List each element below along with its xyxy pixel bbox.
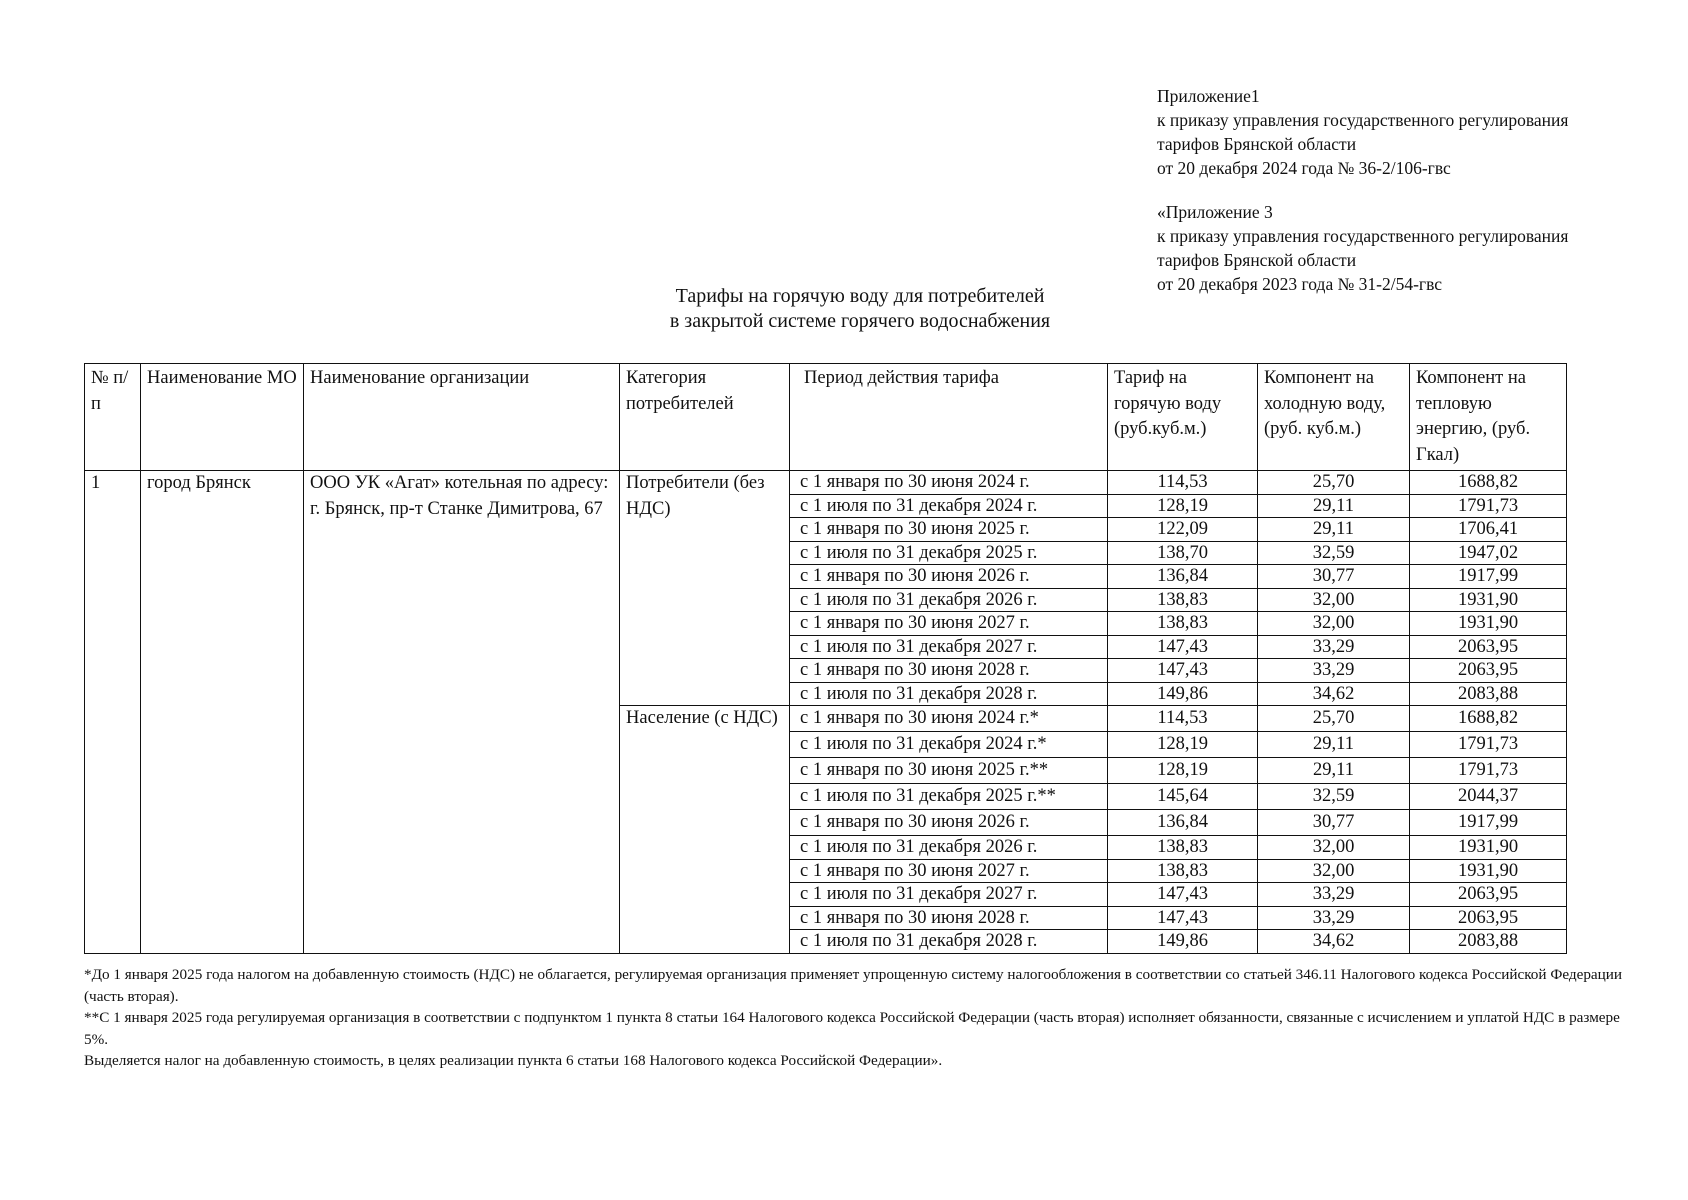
table-header-row — [85, 364, 1567, 471]
heat-energy-component: 1791,73 — [1410, 494, 1567, 518]
cold-water-component: 34,62 — [1258, 930, 1410, 954]
tariff-period: с 1 июля по 31 декабря 2025 г.** — [790, 784, 1108, 810]
tariff-period: с 1 июля по 31 декабря 2027 г. — [790, 635, 1108, 659]
col-header-period: Период действия тарифа — [790, 364, 1108, 471]
appendix-3-line: тарифов Брянской области — [1157, 250, 1357, 270]
hot-water-tariff: 114,53 — [1108, 471, 1258, 495]
heat-energy-component: 1931,90 — [1410, 836, 1567, 860]
tariff-period: с 1 июля по 31 декабря 2028 г. — [790, 682, 1108, 706]
appendix-3-line: от 20 декабря 2023 года № 31-2/54-гвс — [1157, 274, 1443, 294]
cold-water-component: 33,29 — [1258, 659, 1410, 683]
heat-energy-component: 1931,90 — [1410, 612, 1567, 636]
cold-water-component: 34,62 — [1258, 682, 1410, 706]
cold-water-component: 29,11 — [1258, 494, 1410, 518]
tariff-period: с 1 июля по 31 декабря 2025 г. — [790, 541, 1108, 565]
hot-water-tariff: 138,83 — [1108, 588, 1258, 612]
hot-water-tariff: 145,64 — [1108, 784, 1258, 810]
heat-energy-component: 1931,90 — [1410, 588, 1567, 612]
cold-water-component: 32,59 — [1258, 541, 1410, 565]
appendix-header — [1157, 84, 1568, 296]
heat-energy-component: 1706,41 — [1410, 518, 1567, 542]
tariff-period: с 1 июля по 31 декабря 2024 г. — [790, 494, 1108, 518]
heat-energy-component: 1688,82 — [1410, 706, 1567, 732]
cold-water-component: 32,00 — [1258, 859, 1410, 883]
heat-energy-component: 1917,99 — [1410, 810, 1567, 836]
footnotes — [84, 964, 1644, 1072]
hot-water-tariff: 138,83 — [1108, 612, 1258, 636]
tariff-period: с 1 июля по 31 декабря 2024 г.* — [790, 732, 1108, 758]
heat-energy-component: 2044,37 — [1410, 784, 1567, 810]
appendix-1-line: к приказу управления государственного регулирования — [1157, 110, 1569, 130]
hot-water-tariff: 147,43 — [1108, 883, 1258, 907]
hot-water-tariff: 114,53 — [1108, 706, 1258, 732]
heat-energy-component: 2063,95 — [1410, 659, 1567, 683]
cold-water-component: 33,29 — [1258, 906, 1410, 930]
organization-name: ООО УК «Агат» котельная по адресу: г. Брянск, пр-т Станке Димитрова, 67 — [304, 471, 620, 954]
document-title-line: Тарифы на горячую воду для потребителей — [675, 285, 1045, 307]
tariff-period: с 1 января по 30 июня 2024 г. — [790, 471, 1108, 495]
cold-water-component: 33,29 — [1258, 883, 1410, 907]
cold-water-component: 32,00 — [1258, 588, 1410, 612]
appendix-1-block — [1157, 84, 1568, 180]
col-header-mo: Наименование МО — [141, 364, 304, 471]
col-header-cold: Компонент на холодную воду, (руб. куб.м.) — [1258, 364, 1410, 471]
hot-water-tariff: 138,70 — [1108, 541, 1258, 565]
heat-energy-component: 1791,73 — [1410, 732, 1567, 758]
hot-water-tariff: 128,19 — [1108, 732, 1258, 758]
table-row — [85, 471, 1567, 495]
footnote: **С 1 января 2025 года регулируемая организация в соответствии с подпунктом 1 пункта 8 статьи 164 Налогового кодекса Российской Федерации (часть вторая) исполняет обязанности, связанные с исчислением и уплатой НДС в размере 5%. — [84, 1009, 1620, 1048]
consumer-category: Население (с НДС) — [620, 706, 790, 954]
hot-water-tariff: 147,43 — [1108, 906, 1258, 930]
heat-energy-component: 2063,95 — [1410, 635, 1567, 659]
municipality-name: город Брянск — [141, 471, 304, 954]
hot-water-tariff: 136,84 — [1108, 810, 1258, 836]
tariff-period: с 1 июля по 31 декабря 2026 г. — [790, 836, 1108, 860]
appendix-1-line: от 20 декабря 2024 года № 36-2/106-гвс — [1157, 158, 1451, 178]
cold-water-component: 29,11 — [1258, 518, 1410, 542]
heat-energy-component: 2083,88 — [1410, 930, 1567, 954]
consumer-category: Потребители (без НДС) — [620, 471, 790, 706]
tariff-period: с 1 января по 30 июня 2028 г. — [790, 659, 1108, 683]
hot-water-tariff: 149,86 — [1108, 682, 1258, 706]
heat-energy-component: 1688,82 — [1410, 471, 1567, 495]
hot-water-tariff: 149,86 — [1108, 930, 1258, 954]
hot-water-tariff: 122,09 — [1108, 518, 1258, 542]
hot-water-tariff: 136,84 — [1108, 565, 1258, 589]
cold-water-component: 25,70 — [1258, 471, 1410, 495]
cold-water-component: 30,77 — [1258, 565, 1410, 589]
row-number: 1 — [85, 471, 141, 954]
footnote: *До 1 января 2025 года налогом на добавленную стоимость (НДС) не облагается, регулируемая организация применяет упрощенную систему налогообложения в соответствии со статьей 346.11 Налогового кодекса Российской Федерации (часть вторая). — [84, 966, 1623, 1005]
appendix-3-block — [1157, 200, 1568, 296]
tariff-table — [84, 363, 1567, 954]
appendix-3-line: к приказу управления государственного регулирования — [1157, 226, 1569, 246]
cold-water-component: 29,11 — [1258, 732, 1410, 758]
hot-water-tariff: 138,83 — [1108, 836, 1258, 860]
cold-water-component: 30,77 — [1258, 810, 1410, 836]
heat-energy-component: 1931,90 — [1410, 859, 1567, 883]
cold-water-component: 32,59 — [1258, 784, 1410, 810]
cold-water-component: 33,29 — [1258, 635, 1410, 659]
hot-water-tariff: 138,83 — [1108, 859, 1258, 883]
hot-water-tariff: 147,43 — [1108, 659, 1258, 683]
col-header-heat: Компонент на тепловую энергию, (руб. Гкал) — [1410, 364, 1567, 471]
tariff-period: с 1 июля по 31 декабря 2028 г. — [790, 930, 1108, 954]
tariff-period: с 1 января по 30 июня 2026 г. — [790, 810, 1108, 836]
tariff-period: с 1 января по 30 июня 2024 г.* — [790, 706, 1108, 732]
tariff-period: с 1 июля по 31 декабря 2026 г. — [790, 588, 1108, 612]
tariff-period: с 1 января по 30 июня 2027 г. — [790, 859, 1108, 883]
cold-water-component: 29,11 — [1258, 758, 1410, 784]
col-header-tariff: Тариф на горячую воду (руб.куб.м.) — [1108, 364, 1258, 471]
heat-energy-component: 2083,88 — [1410, 682, 1567, 706]
footnote: Выделяется налог на добавленную стоимость, в целях реализации пункта 6 статьи 168 Налогового кодекса Российской Федерации». — [84, 1052, 943, 1069]
tariff-period: с 1 января по 30 июня 2025 г. — [790, 518, 1108, 542]
tariff-period: с 1 июля по 31 декабря 2027 г. — [790, 883, 1108, 907]
cold-water-component: 32,00 — [1258, 612, 1410, 636]
heat-energy-component: 2063,95 — [1410, 883, 1567, 907]
heat-energy-component: 2063,95 — [1410, 906, 1567, 930]
appendix-3-title: «Приложение 3 — [1157, 202, 1273, 222]
heat-energy-component: 1947,02 — [1410, 541, 1567, 565]
cold-water-component: 32,00 — [1258, 836, 1410, 860]
tariff-period: с 1 января по 30 июня 2026 г. — [790, 565, 1108, 589]
col-header-num: № п/п — [85, 364, 141, 471]
appendix-1-line: тарифов Брянской области — [1157, 134, 1357, 154]
hot-water-tariff: 128,19 — [1108, 494, 1258, 518]
hot-water-tariff: 147,43 — [1108, 635, 1258, 659]
document-title — [560, 284, 1160, 334]
heat-energy-component: 1791,73 — [1410, 758, 1567, 784]
tariff-period: с 1 января по 30 июня 2028 г. — [790, 906, 1108, 930]
cold-water-component: 25,70 — [1258, 706, 1410, 732]
tariff-period: с 1 января по 30 июня 2025 г.** — [790, 758, 1108, 784]
col-header-category: Категория потребителей — [620, 364, 790, 471]
heat-energy-component: 1917,99 — [1410, 565, 1567, 589]
document-title-line: в закрытой системе горячего водоснабжения — [669, 310, 1051, 332]
hot-water-tariff: 128,19 — [1108, 758, 1258, 784]
tariff-period: с 1 января по 30 июня 2027 г. — [790, 612, 1108, 636]
col-header-org: Наименование организации — [304, 364, 620, 471]
appendix-1-title: Приложение1 — [1157, 86, 1260, 106]
